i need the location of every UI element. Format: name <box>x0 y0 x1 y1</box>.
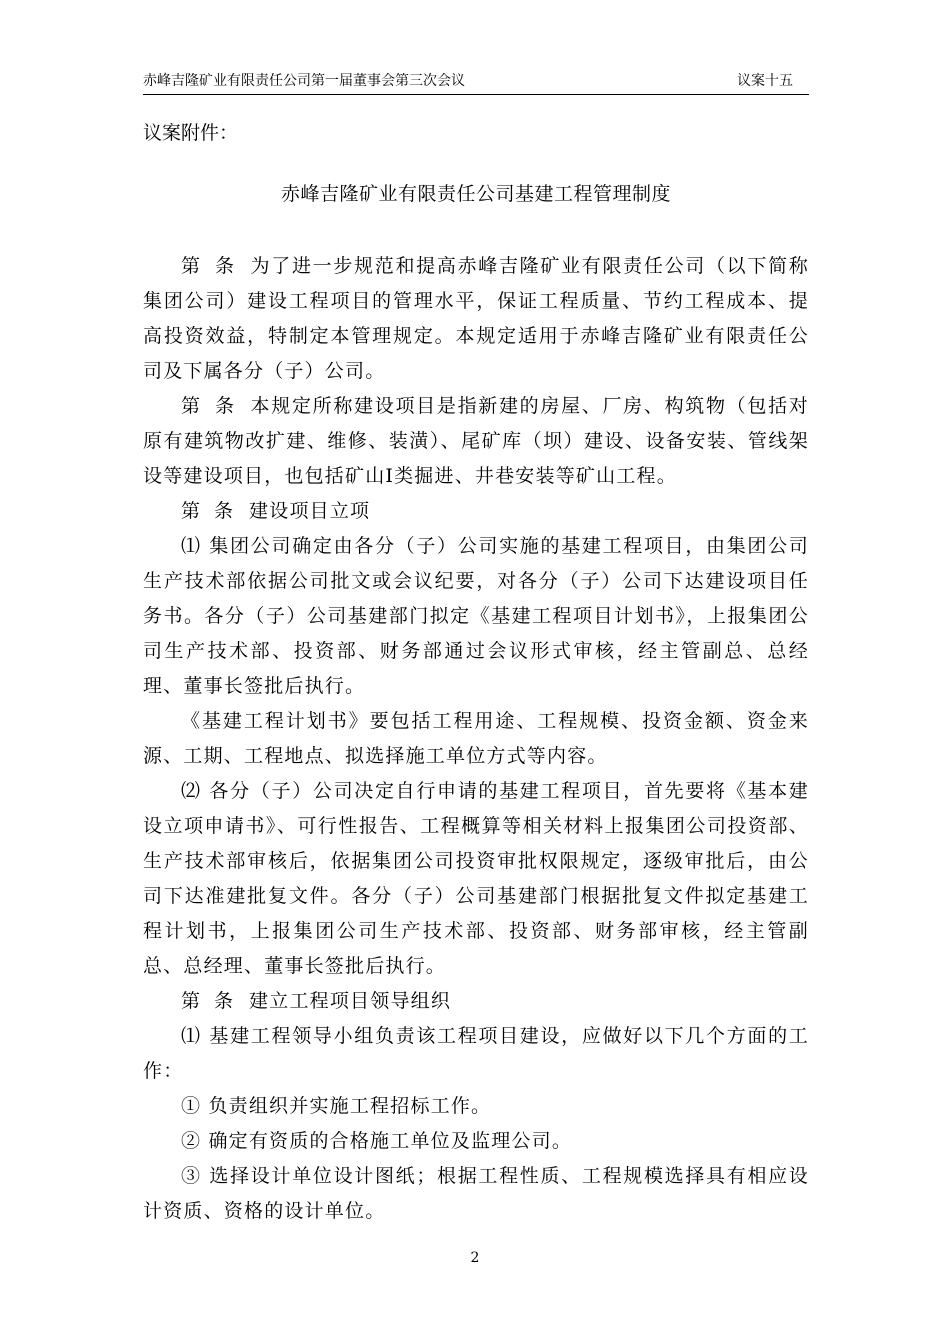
paragraph-text: 建立工程项目领导组织 <box>249 990 452 1012</box>
header-proposal-number: 议案十五 <box>737 73 793 89</box>
page-header <box>143 70 809 92</box>
article-heading <box>143 984 809 1019</box>
paragraph-text: 本规定所称建设项目是指新建的房屋、厂房、构筑物（包括对原有建筑物改扩建、维修、装潢）、尾矿库（坝）建设、设备安装、管线架设等建设项目，也包括矿山Ⅰ类掘进、井巷安装等矿山工程。 <box>143 395 809 487</box>
article-number-label: 第 条 <box>181 255 239 277</box>
page-number: 2 <box>470 1250 480 1266</box>
paragraph-text: 为了进一步规范和提高赤峰吉隆矿业有限责任公司（以下简称集团公司）建设工程项目的管理水平，保证工程质量、节约工程成本、提高投资效益，特制定本管理规定。本规定适用于赤峰吉隆矿业有限责任公司及下属各分（子）公司。 <box>143 255 809 382</box>
header-meeting-title: 赤峰吉隆矿业有限责任公司第一届董事会第三次会议 <box>143 73 465 89</box>
header-divider <box>143 94 809 95</box>
document-title: 赤峰吉隆矿业有限责任公司基建工程管理制度 <box>280 183 671 205</box>
article-number-label: 第 条 <box>181 500 238 522</box>
document-body <box>143 110 809 1229</box>
clause-paragraph: ⑵ 各分（子）公司决定自行申请的基建工程项目，首先要将《基本建设立项申请书》、可行性报告、工程概算等相关材料上报集团公司投资部、生产技术部审核后，依据集团公司投资审批权限规定，逐级审批后，由公司下达准建批复文件。各分（子）公司基建部门根据批复文件拟定基建工程计划书，上报集团公司生产技术部、投资部、财务部审核，经主管副总、总经理、董事长签批后执行。 <box>143 780 809 977</box>
paragraph-text: 建设项目立项 <box>249 500 371 522</box>
list-item: ③ 选择设计单位设计图纸；根据工程性质、工程规模选择具有相应设计资质、资格的设计单位。 <box>143 1165 809 1222</box>
clause-paragraph: 《基建工程计划书》要包括工程用途、工程规模、投资金额、资金来源、工期、工程地点、拟选择施工单位方式等内容。 <box>143 710 809 767</box>
article-paragraph <box>143 389 809 494</box>
article-heading <box>143 494 809 529</box>
list-item: ② 确定有资质的合格施工单位及监理公司。 <box>181 1130 573 1152</box>
list-item: ① 负责组织并实施工程招标工作。 <box>181 1095 492 1117</box>
article-number-label: 第 条 <box>181 990 238 1012</box>
article-paragraph <box>143 249 809 389</box>
clause-paragraph: ⑴ 集团公司确定由各分（子）公司实施的基建工程项目，由集团公司生产技术部依据公司批文或会议纪要，对各分（子）公司下达建设项目任务书。各分（子）公司基建部门拟定《基建工程项目计划书》，上报集团公司生产技术部、投资部、财务部通过会议形式审核，经主管副总、总经理、董事长签批后执行。 <box>143 535 809 697</box>
clause-paragraph: ⑴ 基建工程领导小组负责该工程项目建设，应做好以下几个方面的工作： <box>143 1025 809 1082</box>
attachment-label: 议案附件： <box>143 122 239 144</box>
article-number-label: 第 条 <box>181 395 239 417</box>
